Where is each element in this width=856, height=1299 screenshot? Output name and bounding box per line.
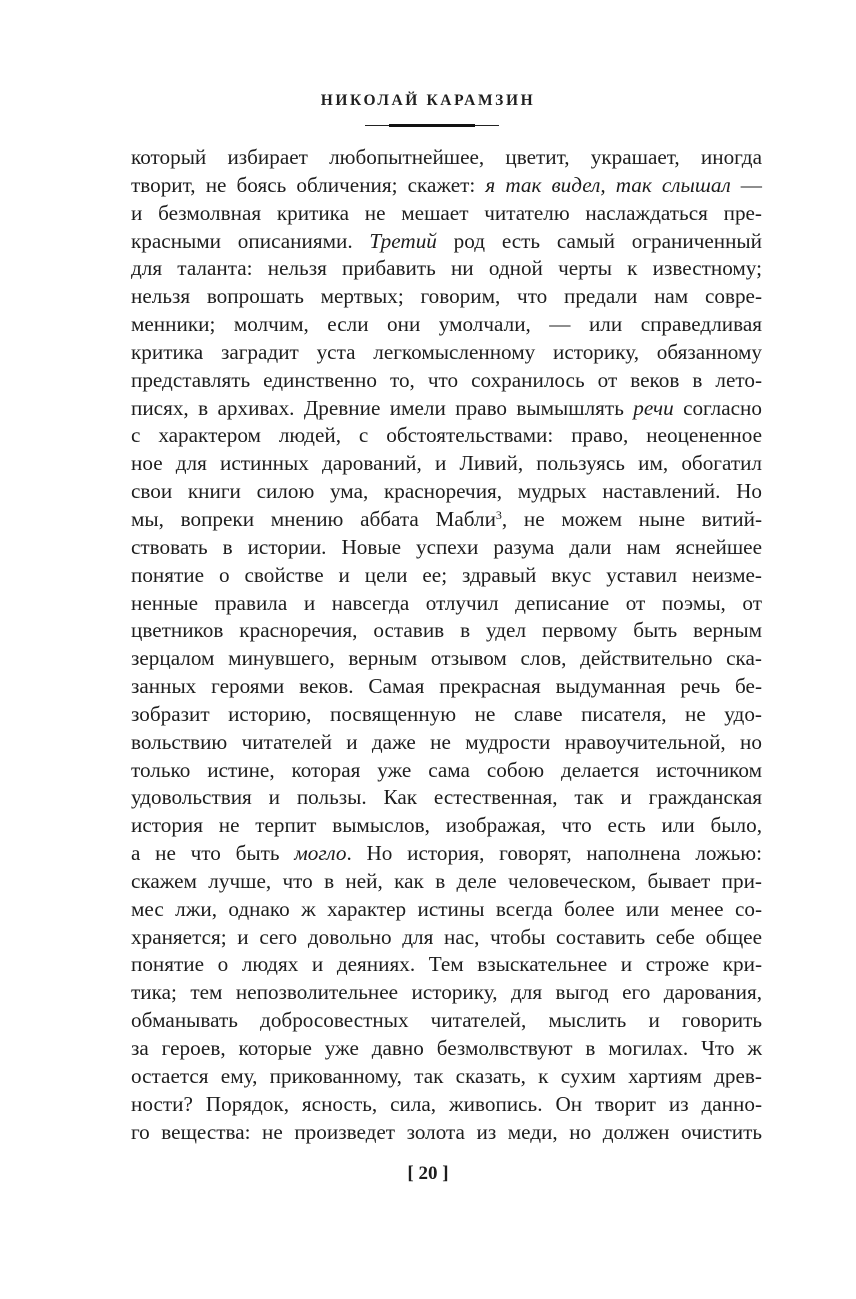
text-line — [131, 506, 762, 534]
text-line — [131, 757, 762, 785]
text-segment: история не терпит вымыслов, изображая, что есть или было, — [131, 813, 762, 838]
text-segment: , не можем ныне витий- — [501, 506, 762, 531]
text-line — [131, 673, 762, 701]
text-segment: занных героями веков. Самая прекрасная выдуманная речь бе- — [131, 674, 762, 699]
text-line — [131, 311, 762, 339]
text-line — [131, 534, 762, 562]
text-line — [131, 255, 762, 283]
text-segment: скажем лучше, что в ней, как в деле человеческом, бывает при- — [131, 868, 762, 893]
text-segment: обманывать добросовестных читателей, мыслить и говорить — [131, 1008, 762, 1033]
text-segment: с характером людей, с обстоятельствами: право, неоцененное — [131, 423, 762, 448]
text-line — [131, 144, 762, 172]
italic-text: могло — [294, 841, 347, 866]
text-segment: писях, в архивах. Древние имели право вымышлять — [131, 395, 634, 420]
text-segment: а не что быть — [131, 841, 295, 866]
text-segment: критика заградит уста легкомысленному историку, обязанному — [131, 339, 762, 364]
italic-text: я так видел, так слышал — [485, 172, 731, 197]
text-line — [131, 1119, 762, 1147]
text-line — [131, 283, 762, 311]
text-segment: менники; молчим, если они умолчали, — или справедливая — [131, 312, 762, 337]
text-line — [131, 1035, 762, 1063]
text-segment: вольствию читателей и даже не мудрости нравоучительной, но — [131, 729, 762, 754]
text-segment: остается ему, прикованному, так сказать, к сухим хартиям древ- — [131, 1063, 762, 1088]
text-segment: красными описаниями. — [131, 228, 370, 253]
text-segment: ности? Порядок, ясность, сила, живопись. Он творит из данно- — [131, 1091, 762, 1116]
text-line — [131, 228, 762, 256]
text-segment: го вещества: не произведет золота из меди, но должен очистить — [131, 1119, 762, 1144]
text-line — [131, 395, 762, 423]
text-segment: . Но история, говорят, наполнена ложью: — [346, 841, 762, 866]
text-segment: удовольствия и пользы. Как естественная, так и гражданская — [131, 785, 762, 810]
text-segment: за героев, которые уже давно безмолвствуют в могилах. Что ж — [131, 1036, 762, 1060]
text-segment: мес лжи, однако ж характер истины всегда более или менее со- — [131, 896, 762, 921]
text-line — [131, 172, 762, 200]
text-segment: ное для истинных дарований, и Ливий, пользуясь им, обогатил — [131, 451, 762, 476]
text-segment: цветников красноречия, оставив в удел первому быть верным — [131, 618, 762, 643]
footnote-marker[interactable]: 3 — [495, 507, 502, 522]
text-line — [131, 645, 762, 673]
running-head: НИКОЛАЙ КАРАМЗИН — [320, 92, 536, 109]
running-head-rule-accent — [389, 124, 475, 127]
text-line — [131, 896, 762, 924]
text-segment: ствовать в истории. Новые успехи разума дали нам яснейшее — [131, 534, 762, 559]
text-segment: и безмолвная критика не мешает читателю наслаждаться пре- — [131, 200, 762, 225]
text-line — [131, 840, 762, 868]
text-line — [131, 562, 762, 590]
text-line — [131, 200, 762, 228]
text-segment: который избирает любопытнейшее, цветит, украшает, иногда — [131, 145, 762, 169]
text-line — [131, 478, 762, 506]
text-line — [131, 617, 762, 645]
text-segment: свои книги силою ума, красноречия, мудрых наставлений. Но — [131, 479, 762, 504]
text-segment: ненные правила и навсегда отлучил деписание от поэмы, от — [131, 590, 762, 615]
text-line — [131, 422, 762, 450]
text-segment: представлять единственно то, что сохранилось от веков в лето- — [131, 367, 762, 392]
text-line — [131, 979, 762, 1007]
text-line — [131, 1007, 762, 1035]
text-segment: нельзя вопрошать мертвых; говорим, что предали нам совре- — [131, 284, 762, 309]
text-segment: храняется; и сего довольно для нас, чтобы составить себе общее — [131, 924, 762, 949]
text-line — [131, 590, 762, 618]
text-line — [131, 450, 762, 478]
italic-text: Третий — [369, 228, 437, 253]
text-segment: род есть самый ограниченный — [436, 228, 763, 253]
text-segment: согласно — [673, 395, 762, 420]
text-segment: творит, не боясь обличения; скажет: — [131, 172, 486, 197]
text-segment: для таланта: нельзя прибавить ни одной черты к известному; — [131, 256, 762, 281]
text-line — [131, 701, 762, 729]
text-line — [131, 951, 762, 979]
text-segment: понятие о свойстве и цели ее; здравый вкус уставил неизме- — [131, 562, 762, 587]
text-segment: только истине, которая уже сама собою делается источником — [131, 757, 762, 782]
text-segment: зерцалом минувшего, верным отзывом слов, действительно ска- — [131, 646, 762, 671]
text-line — [131, 729, 762, 757]
text-segment: зобразит историю, посвященную не славе писателя, не удо- — [131, 701, 762, 726]
text-segment: — — [730, 172, 762, 197]
text-line — [131, 924, 762, 952]
text-line — [131, 367, 762, 395]
text-line — [131, 784, 762, 812]
text-line — [131, 1063, 762, 1091]
text-line — [131, 339, 762, 367]
italic-text: речи — [633, 395, 674, 420]
text-line — [131, 812, 762, 840]
text-segment: тика; тем непозволительнее историку, для выгод его дарования, — [131, 980, 762, 1005]
page-number: [ 20 ] — [407, 1163, 449, 1184]
body-text — [131, 144, 762, 1146]
text-segment: мы, вопреки мнению аббата Мабли — [131, 506, 496, 531]
text-line — [131, 868, 762, 896]
text-line — [131, 1091, 762, 1119]
text-segment: понятие о людях и деяниях. Тем взыскательнее и строже кри- — [131, 952, 762, 977]
